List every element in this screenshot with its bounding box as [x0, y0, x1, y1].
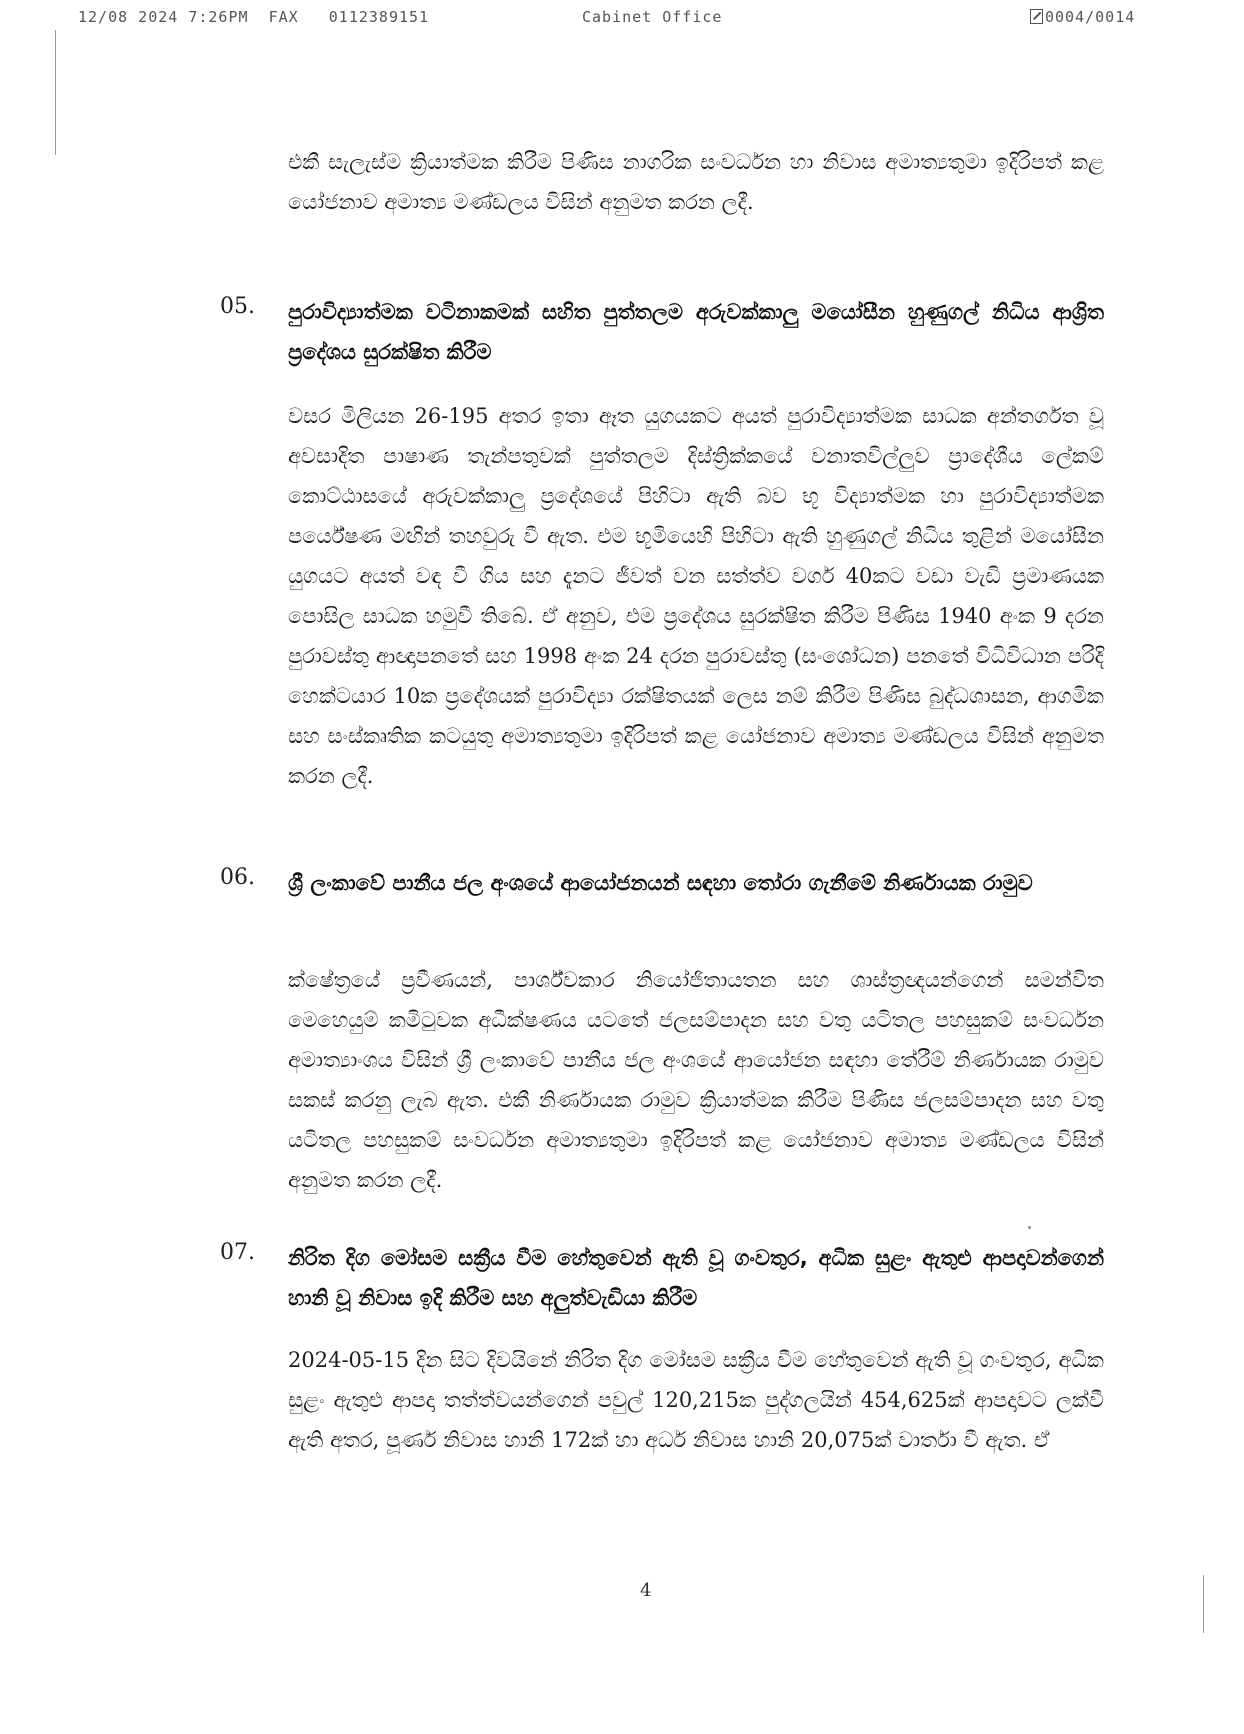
intro-paragraph: එකී සැලැස්ම ක්‍රියාත්මක කිරීම පිණිස නාගරික සංවර්ධන හා නිවාස අමාත්‍යතුමා ඉදිරිපත් කළ යෝජනාව අමාත්‍ය මණ්ඩලය විසින් අනුමත කරන ලදී. [288, 150, 1104, 214]
section-title: ශ්‍රී ලංකාවේ පානීය ජල අංශයේ ආයෝජනයන් සඳහා තෝරා ගැනීමේ නිර්ණායක රාමුව [288, 871, 1033, 895]
fax-office-name: Cabinet Office [582, 8, 723, 26]
fax-page-counter-text: 0004/0014 [1045, 8, 1136, 26]
section-title: පුරාවිද්‍යාත්මක වටිනාකමක් සහිත පුත්තලම අරුවක්කාලු මයෝසීන හුණුගල් නිධිය ආශ්‍රිත ප්‍රදේශය සුරක්ෂිත කිරීම [288, 300, 1104, 364]
section-number: 06. [220, 865, 255, 890]
fax-datetime: 12/08 2024 7:26PM [78, 8, 249, 26]
section-body: වසර මිලියන 26-195 අතර ඉතා ඈත යුගයකට අයත් පුරාවිද්‍යාත්මක සාධක අන්තර්ගත වූ අවසාදිත පාෂාණ තැන්පතුවක් පුත්තලම දිස්ත්‍රික්කයේ වනාතවිල්ලුව ප්‍රාදේශීය ලේකම් කොට්ඨාසයේ අරුවක්කාලු ප්‍රදේශයේ පිහිටා ඇති බව භූ විද්‍යාත්මක හා පුරාවිද්‍යාත්මක පර්යේෂණ මඟින් තහවුරු වී ඇත. එම භූමියෙහි පිහිටා ඇති හුණුගල් නිධිය තුළින් මයෝසීන යුගයට අයත් වඳ වී ගිය සහ දැනට ජීවත් වන සත්ත්ව වර්ග 40කට වඩා වැඩි ප්‍රමාණයක පොසිල සාධක හමුවී තිබේ. ඒ අනුව, එම ප්‍රදේශය සුරක්ෂිත කිරීම පිණිස 1940 අංක 9 දරන පුරාවස්තු ආඥාපනතේ සහ 1998 අංක 24 දරන පුරාවස්තු (සංශෝධන) පනතේ විධිවිධාන පරිදි හෙක්ටයාර 10ක ප්‍රදේශයක් පුරාවිද්‍යා රක්ෂිතයක් ලෙස නම් කිරීම පිණිස බුද්ධශාසන, ආගමික සහ සංස්කෘතික කටයුතු අමාත්‍යතුමා ඉදිරිපත් කළ යෝජනාව අමාත්‍ය මණ්ඩලය විසින් අනුමත කරන ලදී. [288, 404, 1104, 788]
section-body: ක්ෂේත්‍රයේ ප්‍රවීණයන්, පාර්ශ්වකාර නියෝජිතායතන සහ ශාස්ත්‍රඥයන්ගෙන් සමන්විත මෙහෙයුම් කමිටුවක අධීක්ෂණය යටතේ ජලසම්පාදන සහ වතු යටිතල පහසුකම් සංවර්ධන අමාත්‍යාංශය විසින් ශ්‍රී ලංකාවේ පානීය ජල අංශයේ ආයෝජන සඳහා තේරීම් නිර්ණායක රාමුව සකස් කරනු ලැබ ඇත. එකී නිර්ණායක රාමුව ක්‍රියාත්මක කිරීම පිණිස ජලසම්පාදන සහ වතු යටිතල පහසුකම් සංවර්ධන අමාත්‍යතුමා ඉදිරිපත් කළ යෝජනාව අමාත්‍ය මණ්ඩලය විසින් අනුමත කරන ලදී. [288, 968, 1104, 1192]
page-number: 4 [640, 1580, 652, 1601]
section-number: 07. [220, 1240, 255, 1265]
section-title: නිරිත දිග මෝසම සක්‍රීය වීම හේතුවෙන් ඇති වූ ගංවතුර, අධික සුළං ඇතුළු ආපදාවන්ගෙන් හානි වූ නිවාස ඉදි කිරීම සහ අලුත්වැඩියා කිරීම [288, 1246, 1104, 1310]
fax-number: 0112389151 [328, 8, 430, 26]
section-number: 05. [220, 294, 255, 319]
section-body: 2024-05-15 දින සිට දිවයිනේ නිරිත දිග මෝසම සක්‍රීය වීම හේතුවෙන් ඇති වූ ගංවතුර, අධික සුළං ඇතුළු ආපදා තත්ත්වයන්ගෙන් පවුල් 120,215ක පුද්ගලයින් 454,625ක් ආපදාවට ලක්වී ඇති අතර, පූර්ණ නිවාස හානි 172ක් හා අර්ධ නිවාස හානි 20,075ක් වාර්තා වී ඇත. ඒ [288, 1348, 1104, 1452]
fax-label: FAX [268, 8, 299, 26]
scan-speck [1028, 1226, 1031, 1229]
